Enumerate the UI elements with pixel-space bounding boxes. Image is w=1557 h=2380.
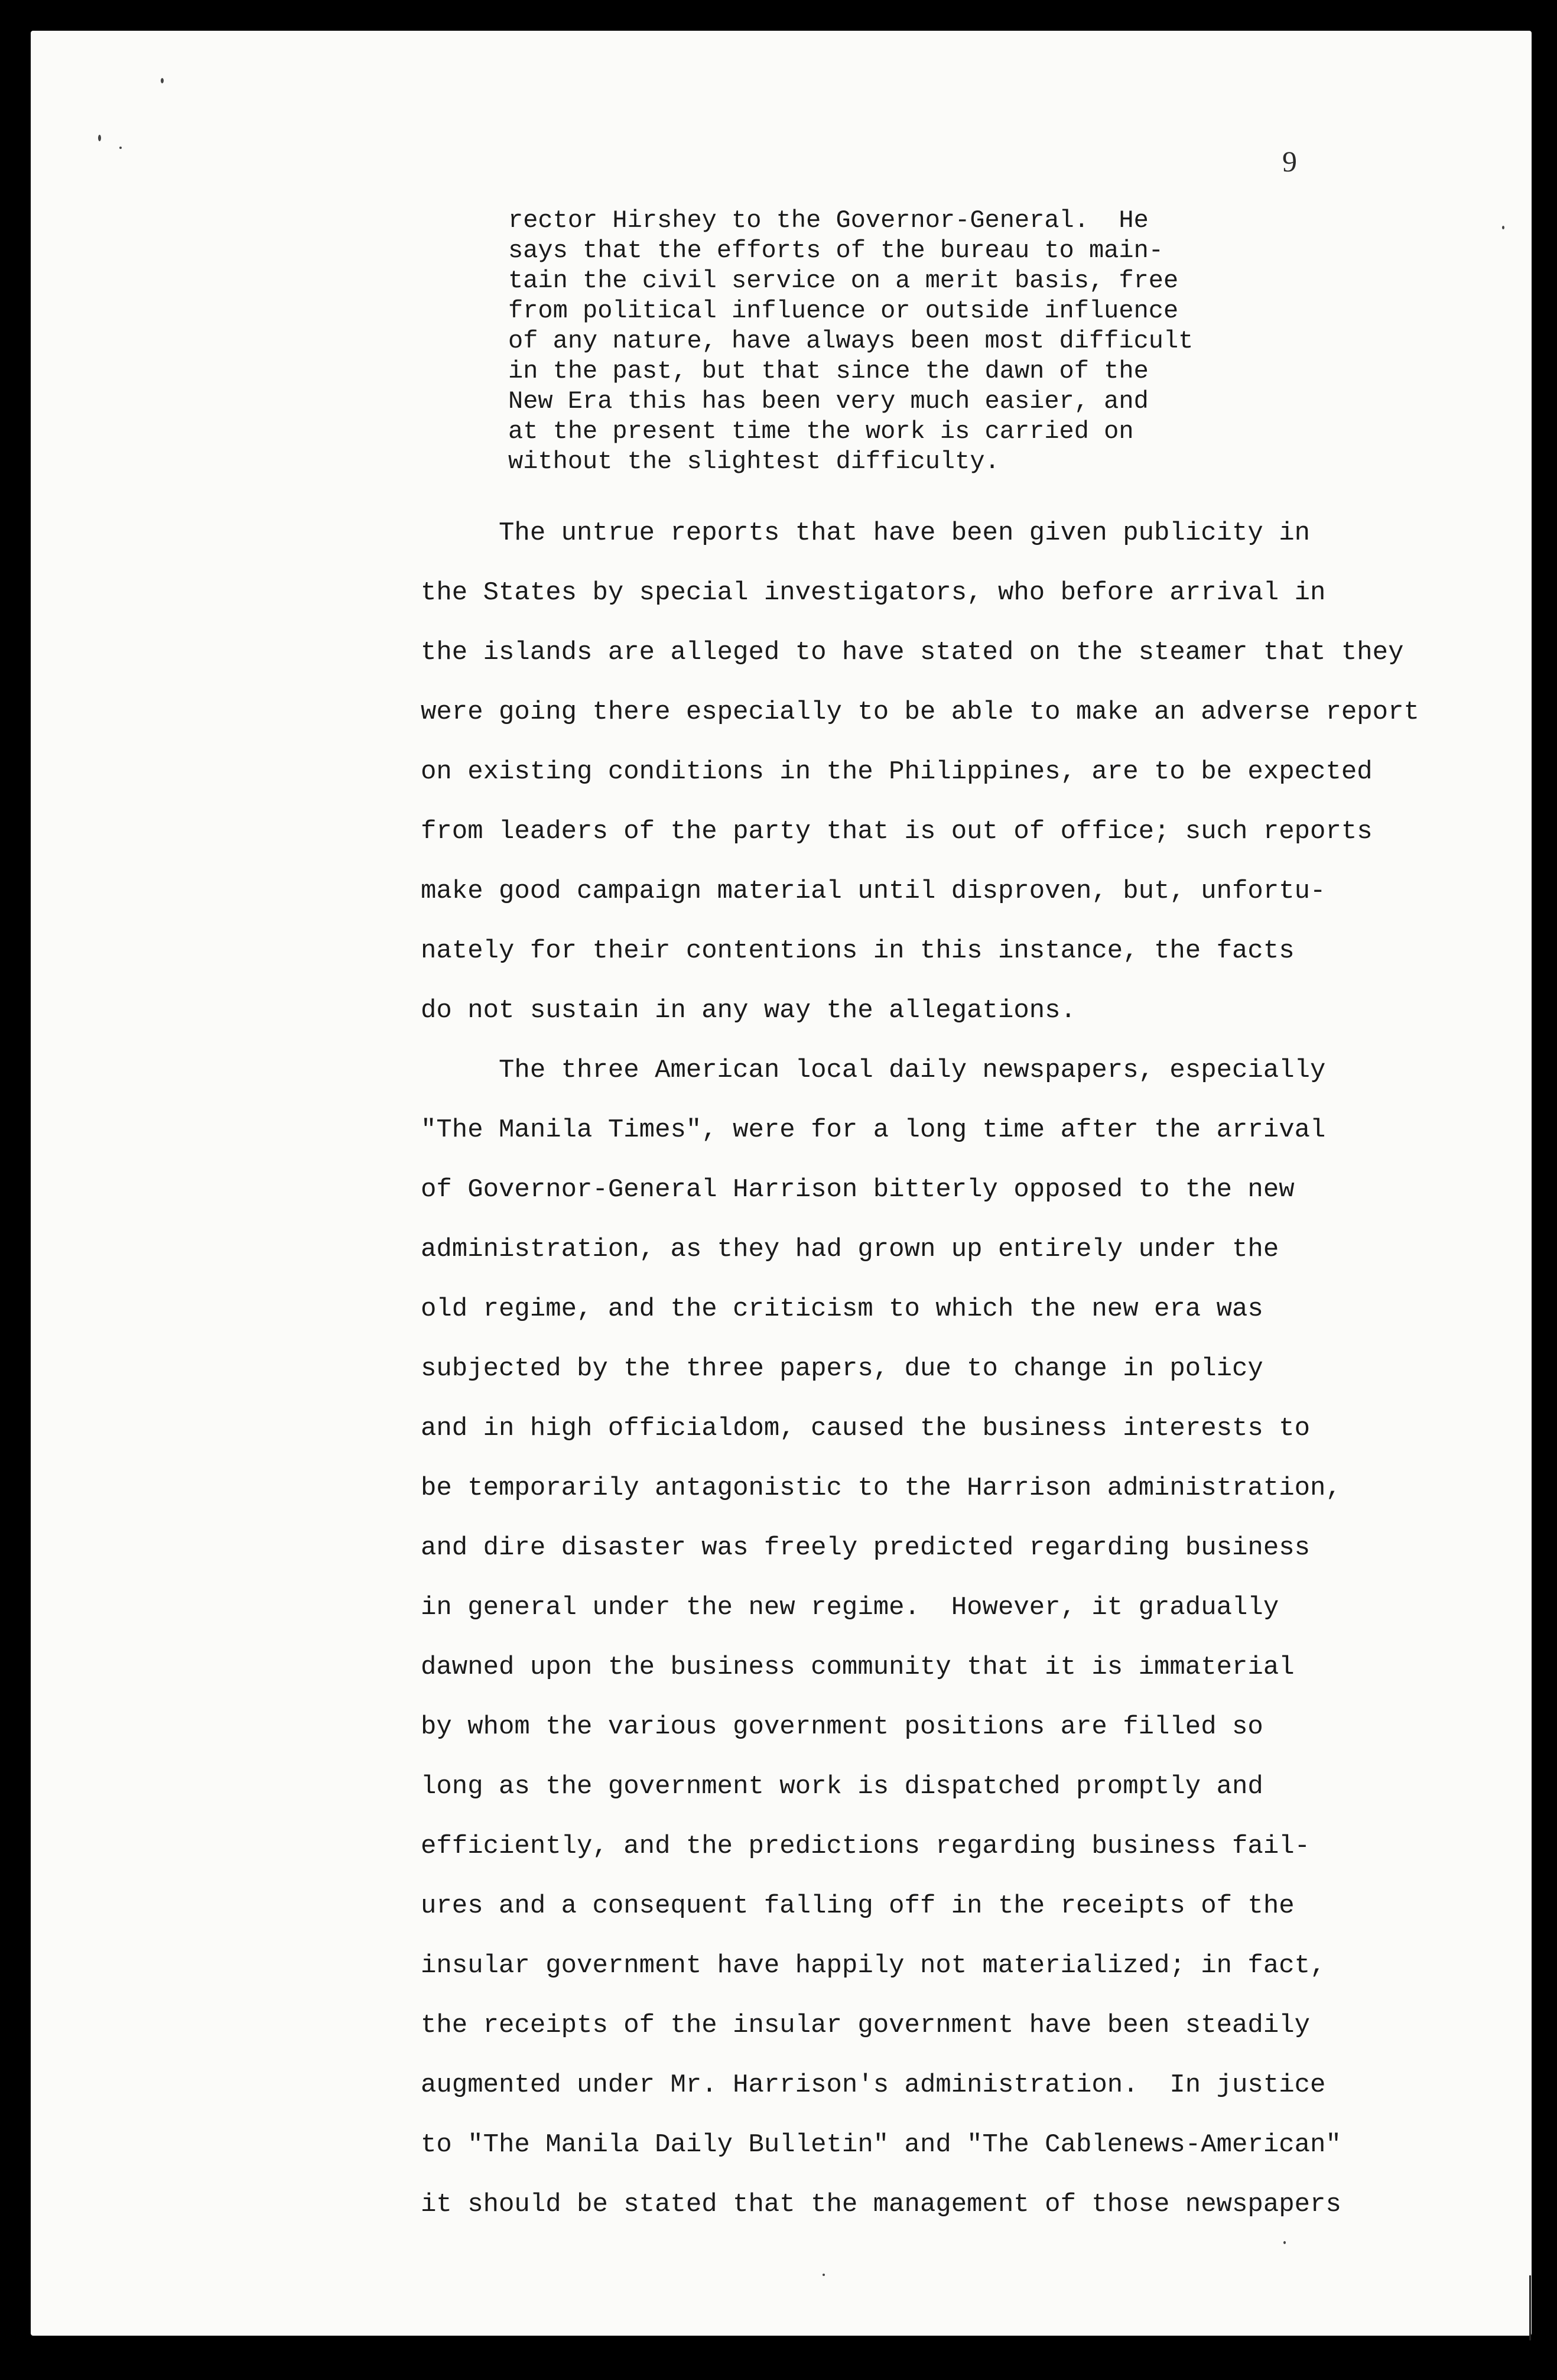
body-line: in general under the new regime. However, it gradually xyxy=(421,1593,1279,1622)
edge-line xyxy=(1529,2275,1531,2340)
body-line: to "The Manila Daily Bulletin" and "The Cablenews-American" xyxy=(421,2130,1341,2160)
body-line: augmented under Mr. Harrison's administration. In justice xyxy=(421,2070,1326,2100)
body-line: make good campaign material until disproven, but, unfortu- xyxy=(421,876,1326,906)
body-line: be temporarily antagonistic to the Harrison administration, xyxy=(421,1473,1341,1503)
body-line: old regime, and the criticism to which the new era was xyxy=(421,1294,1263,1324)
body-line: "The Manila Times", were for a long time after the arrival xyxy=(421,1115,1326,1145)
body-line: the islands are alleged to have stated on the steamer that they xyxy=(421,638,1404,667)
body-line: do not sustain in any way the allegations. xyxy=(421,996,1076,1025)
document-page xyxy=(31,31,1532,2336)
stray-mark xyxy=(161,78,164,83)
body-line: the States by special investigators, who before arrival in xyxy=(421,578,1326,608)
body-text xyxy=(421,504,1425,2235)
quote-line: at the present time the work is carried on xyxy=(508,417,1134,446)
stray-mark xyxy=(98,135,101,141)
body-line: it should be stated that the management of those newspapers xyxy=(421,2190,1341,2219)
body-line: and in high officialdom, caused the business interests to xyxy=(421,1414,1311,1443)
body-line: administration, as they had grown up entirely under the xyxy=(421,1235,1279,1264)
body-line: the receipts of the insular government have been steadily xyxy=(421,2011,1311,2040)
body-line: were going there especially to be able to make an adverse report xyxy=(421,697,1419,727)
quote-line: in the past, but that since the dawn of the xyxy=(508,357,1149,385)
body-line: ures and a consequent falling off in the receipts of the xyxy=(421,1891,1295,1921)
quote-line: of any nature, have always been most difficult xyxy=(508,327,1194,355)
body-line: from leaders of the party that is out of office; such reports xyxy=(421,817,1373,846)
body-line: by whom the various government positions are filled so xyxy=(421,1712,1263,1742)
quote-line: from political influence or outside influence xyxy=(508,297,1179,325)
quote-line: says that the efforts of the bureau to main- xyxy=(508,236,1163,265)
body-line: dawned upon the business community that it is immaterial xyxy=(421,1652,1295,1682)
body-line: long as the government work is dispatched promptly and xyxy=(421,1772,1263,1801)
quote-line: New Era this has been very much easier, and xyxy=(508,387,1149,415)
stray-mark xyxy=(1283,2241,1286,2244)
stray-mark xyxy=(1502,226,1504,229)
body-line: on existing conditions in the Philippines, are to be expected xyxy=(421,757,1373,787)
quote-line: rector Hirshey to the Governor-General. He xyxy=(508,206,1149,235)
body-line: and dire disaster was freely predicted regarding business xyxy=(421,1533,1311,1563)
body-line: nately for their contentions in this instance, the facts xyxy=(421,936,1295,966)
stray-mark xyxy=(823,2274,825,2276)
quote-line: without the slightest difficulty. xyxy=(508,447,1000,476)
stray-mark xyxy=(119,147,122,149)
body-line: insular government have happily not materialized; in fact, xyxy=(421,1951,1326,1980)
body-line: of Governor-General Harrison bitterly opposed to the new xyxy=(421,1175,1295,1204)
body-line: efficiently, and the predictions regarding business fail- xyxy=(421,1832,1311,1861)
body-line: The untrue reports that have been given publicity in xyxy=(421,518,1311,548)
page-number: 9 xyxy=(1282,145,1297,178)
body-line: The three American local daily newspapers, especially xyxy=(421,1056,1326,1085)
body-line: subjected by the three papers, due to change in policy xyxy=(421,1354,1263,1384)
block-quote xyxy=(508,206,1276,477)
quote-line: tain the civil service on a merit basis, free xyxy=(508,267,1179,295)
